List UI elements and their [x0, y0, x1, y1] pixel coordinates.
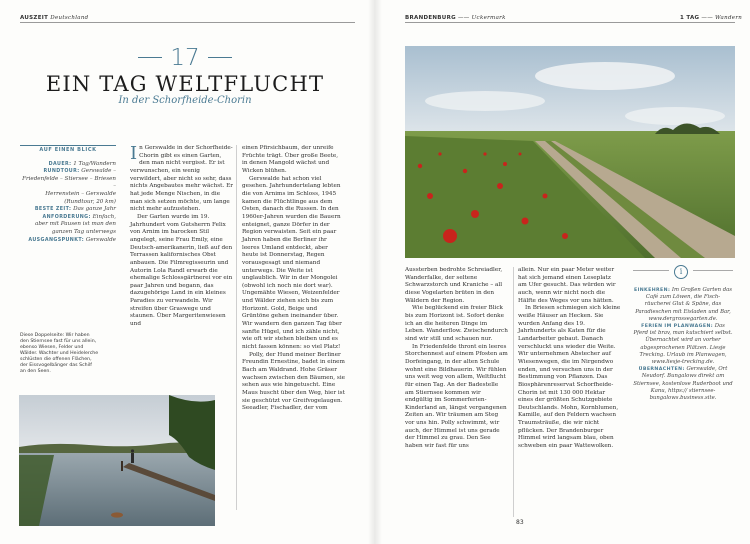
page-number: 83: [516, 519, 524, 526]
paragraph: In Briesen schmiegen sich kleine weiße Häuser an Hecken. Sie wurden Anfang des 19. Jahrhunderts als Katen für die Landarbeiter gebaut. Danach verschluckt uns wieder die Weite. Wir unternehmen Abstecher auf Wiesenwegen, die im Nirgendwo enden, und versuchen uns in der Bestimmung von Pflanzen. Das Biosphärenreservat Schorfheide-Chorin ist mit 130 000 Hektar eines der größten Schutzgebiete Deutschlands. Mohn, Kornblumen, Kamille, auf den Feldern wachsen Traumsträuße, die wir nicht pflücken. Der Brandenburger Himmel wird langsam blau, oben schweben ein paar Wattewolken.: [518, 305, 621, 450]
sidebox-value: Im Großen Garten das Café zum Löwen, die Fisch-räucherei Glut & Späne, das Paradieschen mit Eisladen und Bar, www.dergrossegarten.de.: [635, 287, 732, 322]
right-running-head-right: 1 TAG —— Wandern: [680, 15, 743, 21]
paragraph: allein. Nur ein paar Meter weiter hat sich jemand einen Leseplatz am Ufer gesucht. Das würden wir auch, wenn wir nicht noch die Hälfte des Weges vor uns hätten.: [518, 267, 616, 304]
paragraph: Gerswalde hat schon viel gesehen. Jahrhundertelang lebten die von Arnims im Schloss, 1945 kamen die Flüchtlinge aus dem Osten, danach die Russen. In den 1960er-Jahren wurden die Bauern enteignet, ganze Dörfer in der Region verwaisten. Seit ein paar Jahren haben die Berliner ihr leeres Umland entdeckt, aber heute ist Donnerstag, Regen vorausgesagt und niemand unterwegs. Die Weite ist unglaublich. Wir in der Mongolei (obwohl ich noch nie dort war). Ungemähte Wiesen, Weizenfelder und Wälder ziehen sich bis zum Horizont. Gold, Beige und Grüntöne gehen ineinander über. Wir wandern den ganzen Tag über sanfte Hügel, und ich zähle nicht, wie oft wir stehen bleiben und es nicht fassen können: so viel Platz!: [242, 175, 342, 351]
sidebox-rule-left: [633, 270, 669, 271]
sidebox-value: Gerswalde, Ort Neudorf. Bungalows direkt am Stiernsee, kostenlose Ruderboot und Kanu, https:// stiernsee-bungalows.business.site.: [633, 366, 733, 402]
season-value: Das ganze Jahr: [73, 206, 116, 213]
duration-value: 1 Tag/Wandern: [73, 160, 116, 167]
poppy-field-photo: [405, 46, 735, 258]
right-running-head-left: BRANDENBURG —— Uckermark: [405, 15, 506, 21]
route-value: Gerswalde –: [81, 168, 116, 175]
info-icon: i: [674, 265, 688, 279]
caption-line: an den Seen.: [20, 369, 51, 374]
caption-line: Diese Doppelseite: Wir haben: [20, 333, 90, 338]
left-header-rule: [20, 22, 355, 23]
book-gutter: [368, 0, 382, 544]
right-page: [375, 0, 750, 544]
practical-info-box: [633, 287, 733, 402]
requirement-value-2: aber mit Pausen ist man den: [34, 221, 116, 228]
season-label: BESTE ZEIT:: [34, 207, 72, 213]
paragraph: Polly, der Hund meiner Berliner Freundin Ernestine, badet in einem Bach am Waldrand. Hohe Gräser wachsen zwischen den Bäumen, sie sehen aus wie hingetuscht. Eine Maus huscht über den Weg, hier ist sie geschützt vor Greifvogelaugen. Seeadler, Fischadler, der vom: [242, 351, 346, 412]
info-box-top-rule: [20, 145, 116, 146]
page-subtitle: In der Schorfheide-Chorin: [118, 95, 252, 106]
requirement-label: ANFORDERUNG:: [42, 214, 91, 220]
start-value: Gerswalde: [85, 236, 116, 243]
caption-line: ebenso Wiesen, Felder und: [20, 345, 84, 350]
caption-line: der Eissvogelbänger das Schilf: [20, 363, 92, 368]
sidebox-label: EINKEHREN:: [633, 288, 671, 293]
requirement-value-3: ganzen Tag unterwegs: [51, 228, 116, 235]
duration-label: DAUER:: [48, 161, 72, 167]
route-value-3: Herrenstein – Gerswalde: [45, 190, 116, 197]
text-column-3: [405, 267, 508, 451]
paragraph: Wie beglückend ein freier Blick bis zum Horizont ist. Sofort denke ich an die heiteren Dinge im Leben. Wanderflow. Zwischendurch sind wir still und schauen nur.: [405, 305, 508, 342]
paragraph: In Friedenfelde thront ein leeres Storchennest auf einem Pfosten am Dorfeingang, in der alten Schule wohnt eine Bildhauerin. Wir fühlen uns weit weg von allem, Weltflucht für einen Tag. An der Badestelle am Stiernsee kommen wir endgültig im Sommerferien-Kinderland an, längst vergangenen Zeiten an. Wir träumen am Steg vor uns hin. Polly schwimmt, wir auch, der Himmel ist uns gerade der Himmel zu grau. Den See haben wir fast für uns: [405, 343, 508, 450]
sidebox-rule-right: [693, 270, 733, 271]
caption-line: schlüsten die offenen Flächen,: [20, 357, 92, 362]
caption-line: den Stiernsee fast für uns allein,: [20, 339, 97, 344]
sidebox-label: FERIEN IM PLANWAGEN:: [641, 324, 714, 330]
text-column-1: [130, 145, 233, 329]
route-value-2: Friedenfelde – Stiersee – Briesen –: [22, 175, 116, 190]
sidebox-label: ÜBERNACHTEN:: [638, 367, 685, 373]
right-header-rule: [405, 22, 735, 23]
page-title: EIN TAG WELTFLUCHT: [45, 72, 325, 96]
lake-jetty-photo: [19, 395, 215, 526]
paragraph: Aussterben bedrohte Schreiadler, Wanderfalke, der seltene Schwarzstorch und Kraniche – all diese Vogelarten brüten in den Wäldern der Region.: [405, 267, 503, 304]
info-box: [20, 147, 116, 244]
column-divider: [236, 145, 237, 510]
column-divider: [513, 267, 514, 517]
requirement-value: Einfach,: [92, 213, 116, 220]
chapter-number: 17: [170, 45, 200, 71]
paragraph: Der Garten wurde im 19. Jahrhundert vom Gutsherrn Felix von Arnim im barocken Stil angelegt, seine Frau Emily, eine Deutsch-amerikanerin, ließ auf den Terrassen kalifornisches Obst anbauen. Die Filmregisseurin und Autorin Lola Randl erwarb die ehemalige Schlossgärtnerei vor ein paar Jahren und begann, das dazugehörige Land in ein kleines Paradies zu verwandeln. Wir streifen über Graswege und staunen. Über Margeritenwiesen und: [130, 213, 233, 328]
info-box-heading: AUF EINEN BLICK: [39, 147, 97, 153]
chapter-rule-left: [138, 57, 162, 58]
route-value-4: (Rundtour, 20 km): [64, 198, 116, 205]
drop-cap: I: [130, 143, 138, 164]
start-label: AUSGANGSPUNKT:: [28, 237, 85, 243]
sidebox-value: Das Pferd ist brav, man kutschiert selbst. Übernachtet wird an vorher abgesprochenen Plätzen. Liesje Trecking. Urlaub im Planwagen, www.liesje-trecking.de.: [633, 323, 733, 366]
route-label: RUNDTOUR:: [43, 169, 80, 175]
text-column-2: [242, 145, 345, 413]
photo-caption: [20, 333, 100, 375]
chapter-rule-right: [208, 57, 232, 58]
paragraph: n Gerswalde in der Schorfheide-Chorin gibt es einen Garten, den man nicht vergisst. Er ist verwunschen, ein wenig verwildert, aber nicht so sehr, dass nichts Angebautes mehr wächst. Er hat jede Menge Nischen, in die man sich setzen möchte, um lange nicht mehr aufzustehen.: [130, 145, 233, 213]
left-running-head: AUSZEIT Deutschland: [20, 15, 89, 21]
text-column-4: [518, 267, 621, 451]
paragraph: einen Pfirsichbaum, der unreife Früchte trägt. Über große Beete, in denen Mangold wächst und Wicken blühen.: [242, 145, 339, 174]
caption-line: Wälder. Wachter und Heidelerche: [20, 351, 99, 356]
